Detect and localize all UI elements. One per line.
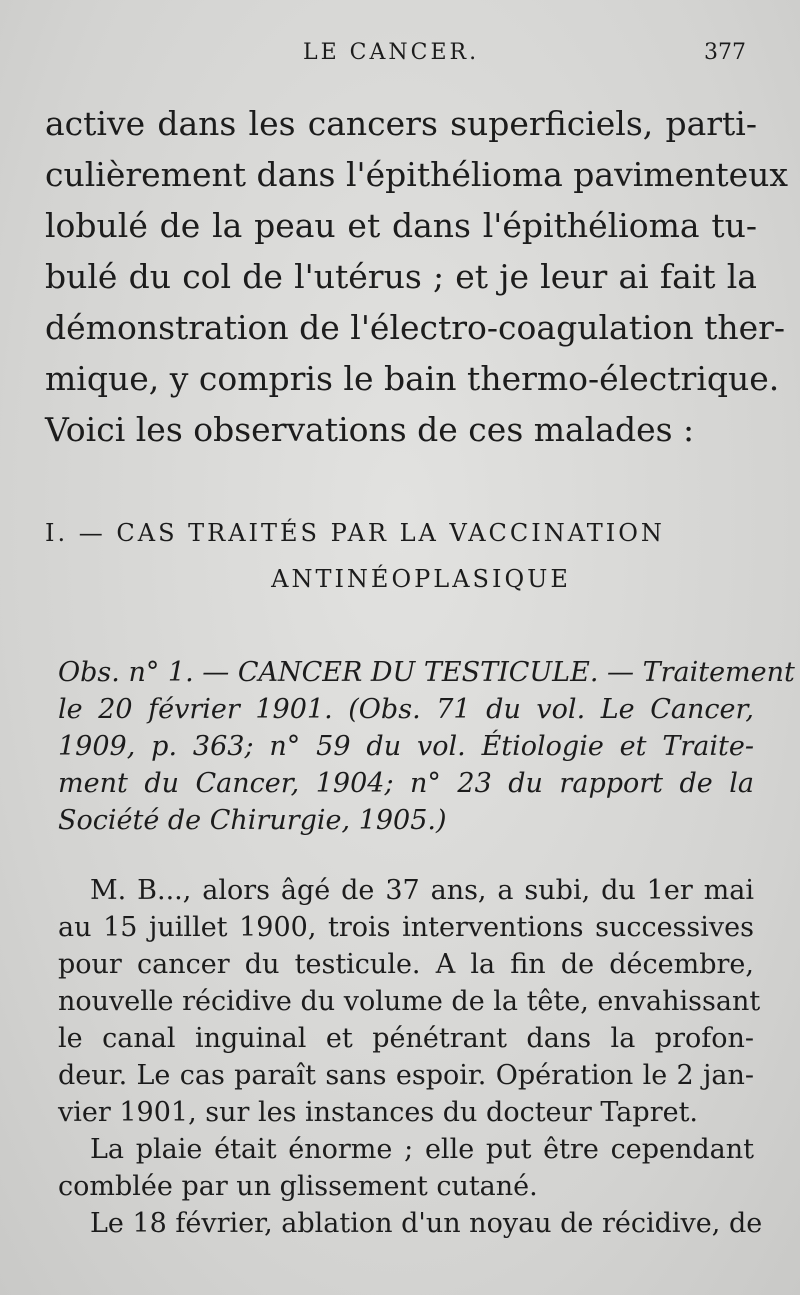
observation-reference [58,654,795,839]
text-line: Voici les observations de ces malades : [45,410,695,449]
case-description [58,872,763,1242]
text-line: comblée par un glissement cutané. [58,1171,538,1202]
text-line: active dans les cancers superficiels, parti- [45,104,757,143]
text-line: au 15 juillet 1900, trois interventions successives [58,912,754,943]
text-line: culièrement dans l'épithélioma pavimenteux [45,155,789,194]
text-line: deur. Le cas paraît sans espoir. Opération le 2 jan- [58,1060,754,1091]
text-line: bulé du col de l'utérus ; et je leur ai fait la [45,257,757,296]
page-header [0,40,800,74]
text-line: le canal inguinal et pénétrant dans la profon- [58,1023,754,1054]
text-line: La plaie était énorme ; elle put être cependant [90,1134,754,1165]
text-line: M. B..., alors âgé de 37 ans, a subi, du 1er mai [90,875,754,906]
section-heading [45,510,757,602]
running-title: LE CANCER. [303,40,480,65]
text-line: 1909, p. 363; n° 59 du vol. Étiologie et Traite- [58,731,754,762]
text-line: vier 1901, sur les instances du docteur Tapret. [58,1097,699,1128]
text-line: pour cancer du testicule. A la fin de décembre, [58,949,754,980]
text-line: le 20 février 1901. (Obs. 71 du vol. Le Cancer, [58,694,754,725]
text-line: ment du Cancer, 1904; n° 23 du rapport de la [58,768,754,799]
text-line: démonstration de l'électro-coagulation ther- [45,308,786,347]
page-number: 377 [704,40,746,65]
text-line: Le 18 février, ablation d'un noyau de récidive, de [90,1208,763,1239]
text-line: mique, y compris le bain thermo-électrique. [45,359,780,398]
text-line: Société de Chirurgie, 1905.) [58,805,447,836]
text-line: nouvelle récidive du volume de la tête, envahissant [58,986,761,1017]
section-heading-line: ANTINÉOPLASIQUE [271,565,571,593]
text-line: Obs. n° 1. — CANCER DU TESTICULE. — Traitement [58,657,795,688]
section-heading-line: I. — CAS TRAITÉS PAR LA VACCINATION [45,519,665,547]
text-line: lobulé de la peau et dans l'épithélioma tu- [45,206,757,245]
intro-paragraph [45,98,789,455]
